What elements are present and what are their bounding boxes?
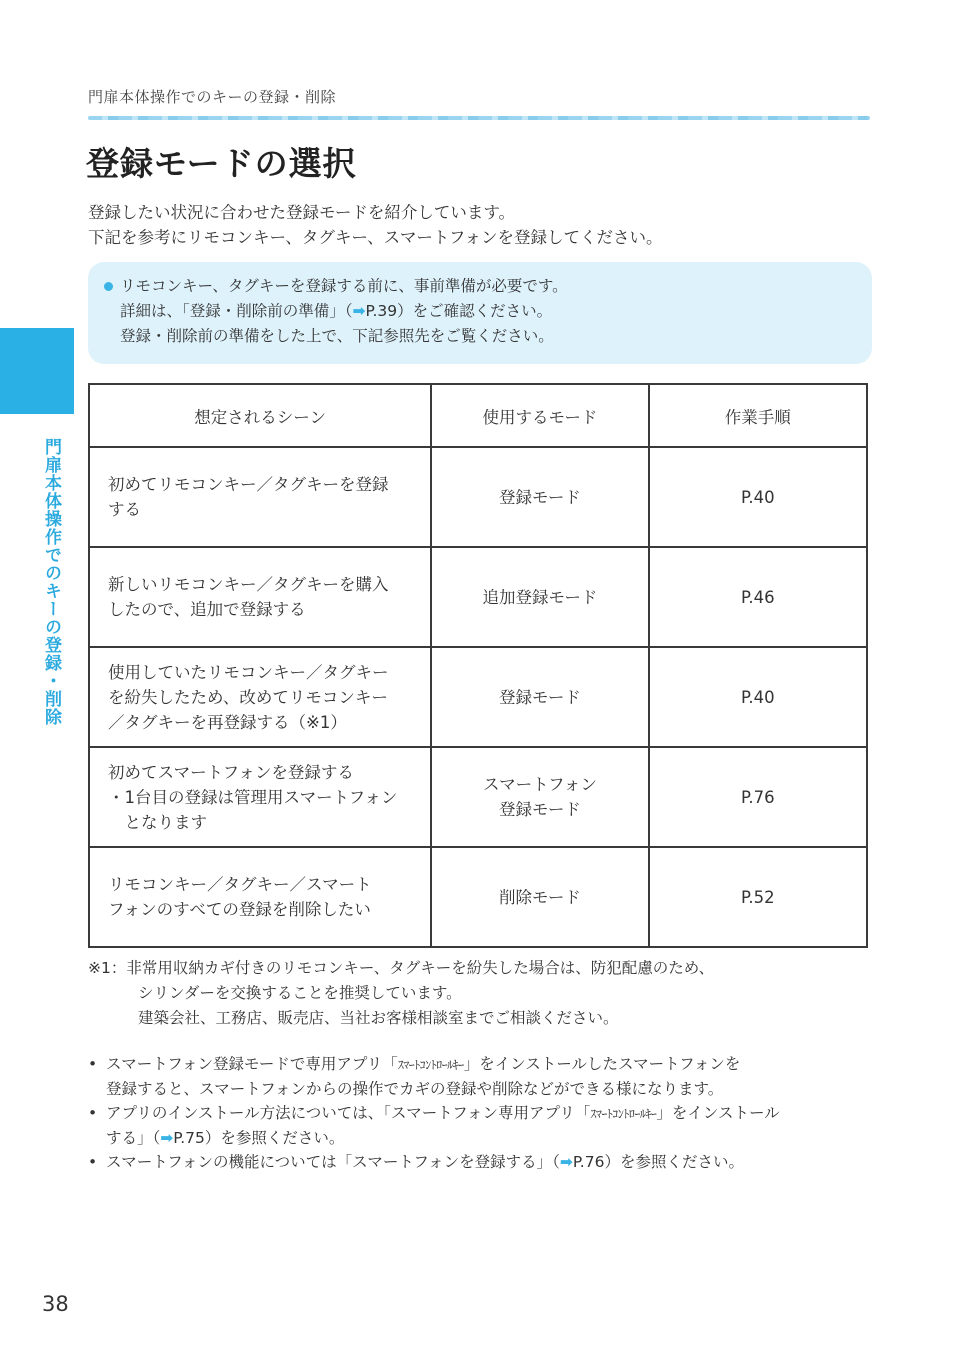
list-text: ）を参照ください。 [204, 1129, 345, 1147]
note-line [106, 274, 872, 299]
chapter-side-label: 門扉本体操作でのキーの登録・削除 [41, 438, 61, 726]
scene-line: となります [108, 812, 207, 832]
list-item [88, 1052, 878, 1101]
list-text: スマートフォン登録モードで専用アプリ「 [106, 1055, 398, 1073]
table-row [89, 547, 867, 647]
note-text: ）をご確認ください。 [397, 302, 553, 320]
chapter-tab [0, 328, 74, 414]
bullet-dot-icon [104, 282, 113, 291]
intro-line: 登録したい状況に合わせた登録モードを紹介しています。 [88, 203, 516, 222]
page-reference-link[interactable]: P.75 [173, 1129, 205, 1147]
app-name: ｽﾏｰﾄｺﾝﾄﾛｰﾙｷｰ [397, 1058, 464, 1072]
column-header-mode: 使用するモード [431, 384, 648, 447]
list-text: アプリのインストール方法については、「スマートフォン専用アプリ「 [106, 1104, 591, 1122]
table-row [89, 747, 867, 847]
scene-line: 初めてスマートフォンを登録する [108, 762, 354, 782]
note-line: 登録・削除前の準備をした上で、下記参照先をご覧ください。 [120, 327, 554, 345]
list-text: ）を参照ください。 [604, 1153, 744, 1171]
scene-line: 初めてリモコンキー／タグキーを登録 [108, 475, 389, 494]
table-row [89, 647, 867, 747]
table-row [89, 447, 867, 547]
arrow-right-icon: ➡ [559, 1153, 573, 1171]
mode-line: 登録モード [498, 487, 581, 507]
scene-cell [89, 447, 431, 547]
page-cell[interactable]: P.40 [649, 647, 867, 747]
mode-selection-table [88, 383, 868, 948]
note-line [106, 299, 872, 324]
scene-cell [89, 847, 431, 947]
list-text: 」をインストールしたスマートフォンを [463, 1055, 741, 1073]
intro-text [88, 200, 663, 250]
mode-line: 登録モード [498, 687, 581, 707]
note-text: リモコンキー、タグキーを登録する前に、事前準備が必要です。 [120, 277, 568, 295]
page-cell[interactable]: P.46 [649, 547, 867, 647]
scene-cell [89, 547, 431, 647]
note-text: 詳細は、「登録・削除前の準備」（ [120, 302, 353, 320]
scene-cell [89, 647, 431, 747]
scene-line: を紛失したため、改めてリモコンキー [108, 687, 388, 707]
intro-line: 下記を参考にリモコンキー、タグキー、スマートフォンを登録してください。 [88, 228, 663, 247]
page-cell[interactable]: P.76 [649, 747, 867, 847]
mode-line: 追加登録モード [482, 587, 598, 607]
mode-cell [431, 647, 648, 747]
list-text: する」（ [106, 1129, 161, 1147]
footnote-line: シリンダーを交換することを推奨しています。 [138, 984, 462, 1002]
page-number: 38 [42, 1292, 69, 1316]
arrow-right-icon: ➡ [352, 302, 366, 320]
column-header-scene: 想定されるシーン [89, 384, 431, 447]
header-divider [88, 116, 870, 120]
preparation-note [88, 262, 872, 364]
mode-line: 削除モード [498, 887, 581, 907]
scene-line: リモコンキー／タグキー／スマート [108, 875, 372, 894]
footnote-line: 建築会社、工務店、販売店、当社お客様相談室までご相談ください。 [138, 1009, 619, 1027]
scene-line: する [108, 500, 141, 519]
mode-line: スマートフォン [482, 775, 597, 794]
footnote [88, 956, 714, 1031]
page-cell[interactable]: P.52 [649, 847, 867, 947]
mode-line: 登録モード [498, 800, 581, 819]
page-cell[interactable]: P.40 [649, 447, 867, 547]
mode-cell [431, 747, 648, 847]
notes-list [88, 1052, 878, 1174]
table-header-row [89, 384, 867, 447]
mode-cell [431, 447, 648, 547]
scene-cell [89, 747, 431, 847]
breadcrumb: 門扉本体操作でのキーの登録・削除 [88, 88, 337, 106]
list-text: 」をインストール [656, 1104, 780, 1122]
scene-line: 新しいリモコンキー／タグキーを購入 [108, 575, 389, 594]
list-item [88, 1101, 878, 1150]
page-reference-link[interactable]: P.39 [365, 302, 398, 320]
footnote-line: ※1：非常用収納カギ付きのリモコンキー、タグキーを紛失した場合は、防犯配慮のため、 [88, 959, 715, 977]
list-item [88, 1150, 878, 1174]
scene-line: ／タグキーを再登録する（※1） [108, 712, 347, 732]
scene-line: 使用していたリモコンキー／タグキー [108, 662, 389, 682]
scene-line: したので、追加で登録する [108, 600, 306, 619]
arrow-right-icon: ➡ [160, 1129, 174, 1147]
list-text: スマートフォンの機能については「スマートフォンを登録する」（ [106, 1153, 560, 1171]
app-name: ｽﾏｰﾄｺﾝﾄﾛｰﾙｷｰ [590, 1107, 657, 1121]
list-text: 登録すると、スマートフォンからの操作でカギの登録や削除などができる様になります。 [106, 1080, 724, 1098]
column-header-procedure: 作業手順 [649, 384, 867, 447]
mode-cell [431, 547, 648, 647]
page-reference-link[interactable]: P.76 [572, 1153, 605, 1171]
mode-cell [431, 847, 648, 947]
scene-line: ・1台目の登録は管理用スマートフォン [108, 787, 398, 807]
table-row [89, 847, 867, 947]
page-title: 登録モードの選択 [86, 144, 357, 183]
scene-line: フォンのすべての登録を削除したい [108, 900, 371, 919]
